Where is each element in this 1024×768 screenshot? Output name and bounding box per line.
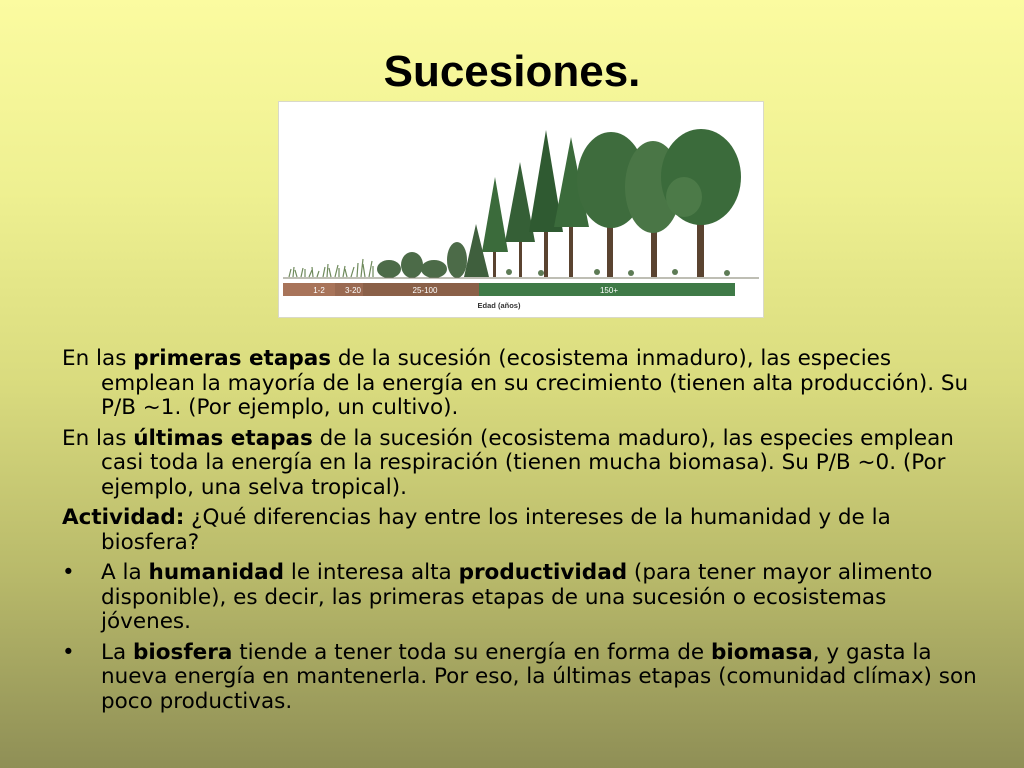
text-run: de la sucesión (ecosistema inmaduro), las especies emplean la mayoría de la energía en su crecimiento (tienen alta producción). Su P/B ~1. (Por ejemplo, un cultivo). bbox=[101, 346, 969, 420]
age-timeline-bar bbox=[283, 283, 735, 296]
age-label: 1-2 bbox=[313, 286, 325, 295]
bold-term: biomasa bbox=[710, 639, 813, 665]
age-label: 25-100 bbox=[412, 286, 438, 295]
slide-title: Sucesiones. bbox=[383, 47, 641, 96]
text-run: tiende a tener toda su energía en forma de bbox=[232, 639, 711, 665]
age-label: 150+ bbox=[599, 286, 619, 295]
bold-term: Actividad: bbox=[62, 505, 185, 530]
young-forest-stage bbox=[482, 130, 589, 277]
bold-term: primeras etapas bbox=[133, 346, 332, 371]
paragraph-late-stages bbox=[62, 427, 982, 501]
text-run: de la sucesión (ecosistema maduro), las especies emplean casi toda la energía en la respiración (tienen mucha biomasa). Su P/B ~0. (Por ejemplo, una selva tropical). bbox=[101, 425, 954, 500]
text-run: A la bbox=[101, 560, 149, 585]
text-run: , y gasta la nueva energía en mantenerla. Por eso, la últimas etapas (comunidad clímax) son poco productivas. bbox=[101, 639, 977, 714]
succession-drawing bbox=[279, 102, 763, 317]
text-run: En las bbox=[62, 425, 134, 451]
bold-term: productividad bbox=[458, 560, 628, 585]
bullet-marker: • bbox=[62, 639, 75, 665]
bullet-marker: • bbox=[62, 560, 75, 585]
text-run: (para tener mayor alimento disponible), es decir, las primeras etapas de una sucesión o ecosistemas jóvenes. bbox=[101, 560, 933, 634]
shrub-stage bbox=[377, 224, 489, 278]
bold-term: últimas etapas bbox=[133, 425, 313, 451]
paragraph-activity bbox=[62, 506, 982, 555]
bullet-biosphere bbox=[62, 641, 982, 715]
text-run: ¿Qué diferencias hay entre los intereses de la humanidad y de la biosfera? bbox=[101, 505, 891, 555]
text-run: La bbox=[101, 639, 133, 665]
slide-body bbox=[62, 347, 982, 720]
succession-illustration bbox=[278, 101, 764, 318]
paragraph-early-stages bbox=[62, 347, 982, 421]
age-label: 3-20 bbox=[344, 286, 362, 295]
grass-stage bbox=[289, 259, 373, 277]
text-run: En las bbox=[62, 346, 134, 371]
bullet-humanity bbox=[62, 561, 982, 635]
mature-forest-stage bbox=[577, 129, 741, 277]
age-axis-caption: Edad (años) bbox=[477, 301, 521, 310]
text-run: le interesa alta bbox=[284, 560, 459, 585]
bold-term: biosfera bbox=[133, 639, 233, 665]
bold-term: humanidad bbox=[148, 560, 285, 585]
